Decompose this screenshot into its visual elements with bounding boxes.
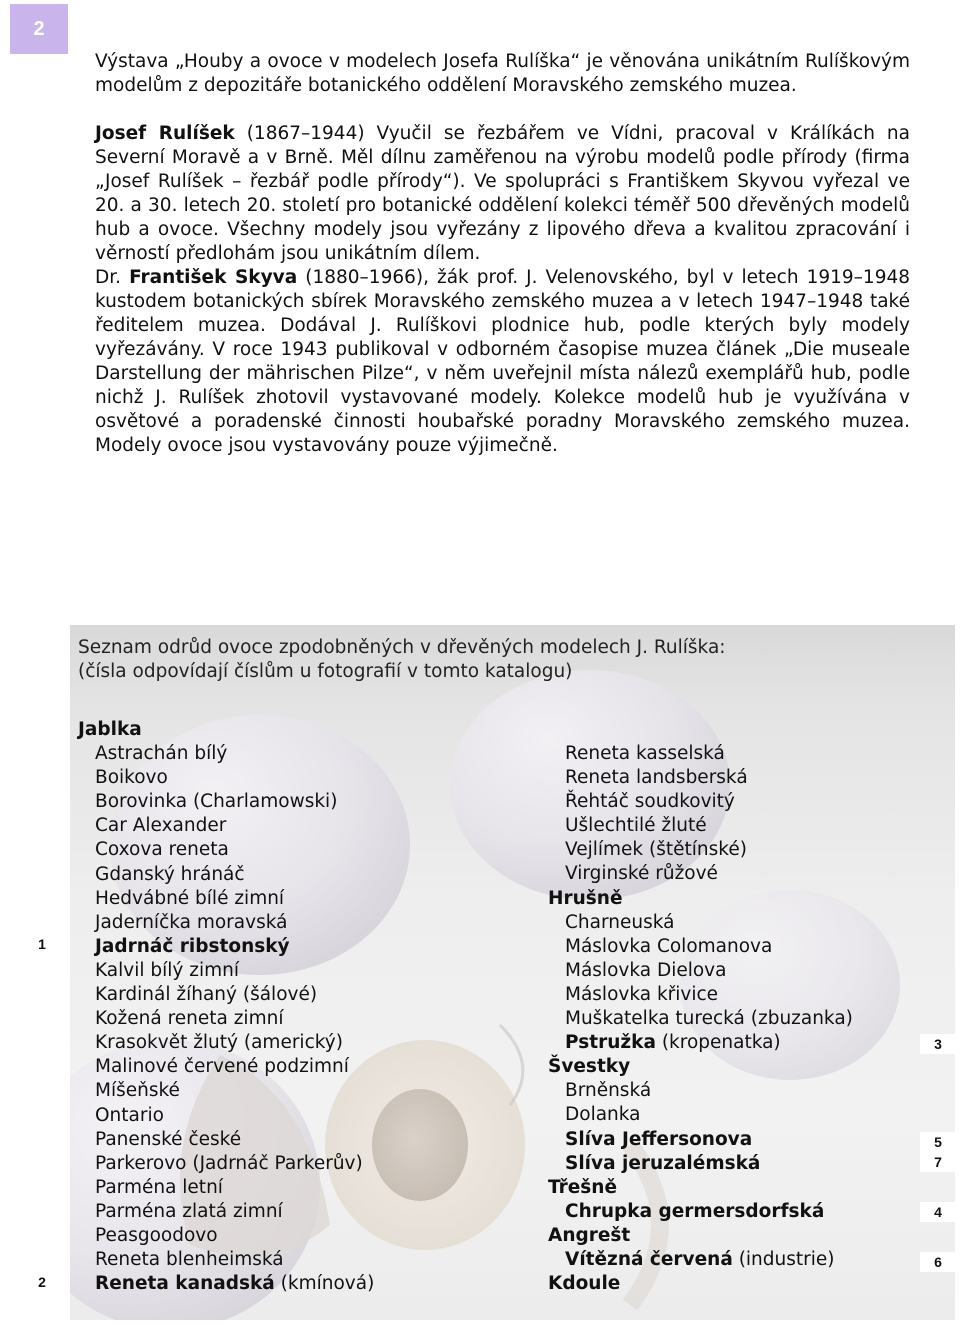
list-item: Peasgoodovo xyxy=(95,1224,218,1246)
skyva-paragraph xyxy=(95,266,910,458)
photo-number-7: 7 xyxy=(920,1152,956,1172)
list-item: Borovinka (Charlamowski) xyxy=(95,791,338,813)
list-item: Car Alexander xyxy=(95,815,227,837)
list-item: Parkerovo (Jadrnáč Parkerův) xyxy=(95,1152,363,1174)
item-note: (kropenatka) xyxy=(655,1032,781,1054)
photo-number-1: 1 xyxy=(38,936,46,952)
list-item: Reneta blenheimská xyxy=(95,1249,284,1271)
variety-list-heading xyxy=(78,636,928,684)
list-item: Charneuská xyxy=(565,911,675,933)
rulisek-bio: (1867–1944) Vyučil se řezbářem ve Vídni, pracoval v Králíkách na Severní Moravě a v Brně. Měl dílnu zaměřenou na výrobu modelů podle přírody (firma „Josef Rulíšek – řezbář podle přírody“). Ve spolupráci s Františkem Skyvou vyřezal ve 20. a 30. letech 20. století pro botanické oddělení kolekci téměř 500 dřevěných modelů hub a ovoce. Všechny modely jsou vyřezány z lipového dřeva a kvalitou zpracování i věrností předlohám jsou unikátním dílem. xyxy=(95,123,910,264)
heading-line-1: Seznam odrůd ovoce zpodobněných v dřevěných modelech J. Rulíška: xyxy=(78,637,726,658)
skyva-bio: (1880–1966), žák prof. J. Velenovského, byl v letech 1919–1948 kustodem botanických sbírek Moravského zemského muzea a v letech 1947–1948 také ředitelem muzea. Dodával J. Rulíškovi plodnice hub, podle kterých byly modely vyřezávány. V roce 1943 publikoval v odborném časopise muzea článek „Die museale Darstellung der mährischen Pilze“, v něm uveřejnil místa nálezů exemplářů hub, podle nichž J. Rulíšek zhotovil vystavované modely. Kolekce modelů hub je využívána v osvětové a poradenské činnosti houbařské poradny Moravského zemského muzea. Modely ovoce jsou vystavovány pouze výjimečně. xyxy=(95,267,911,456)
list-item-featured xyxy=(548,1248,853,1272)
list-item: Virginské růžové xyxy=(565,863,718,885)
list-item: Reneta kasselská xyxy=(565,743,725,764)
item-note: (kmínová) xyxy=(274,1273,375,1295)
item-note: (industrie) xyxy=(732,1248,835,1270)
item-name: Reneta kanadská xyxy=(95,1273,275,1295)
group-title-quince: Kdoule xyxy=(548,1273,621,1295)
list-item: Máslovka Colomanova xyxy=(565,935,773,957)
list-item: Jaderníčka moravská xyxy=(95,911,288,933)
group-title-pears: Hrušně xyxy=(548,887,623,909)
list-item-featured: Jadrnáč ribstonský xyxy=(95,935,290,957)
intro-paragraph: Výstava „Houby a ovoce v modelech Josefa Rulíška“ je věnována unikátním Rulíškovým modelům z depozitáře botanického oddělení Moravského zemského muzea. xyxy=(95,51,910,96)
list-item: Brněnská xyxy=(565,1080,652,1102)
list-item: Ontario xyxy=(95,1104,164,1126)
photo-number-5: 5 xyxy=(920,1132,956,1152)
item-name: Vítězná červená xyxy=(565,1248,733,1270)
list-item: Máslovka Dielova xyxy=(565,959,727,981)
list-item: Míšeňské xyxy=(95,1080,180,1102)
list-item-featured xyxy=(548,1031,853,1055)
list-item-featured: Slíva Jeffersonova xyxy=(565,1128,753,1150)
group-title-cherries: Třešně xyxy=(548,1176,617,1198)
list-item: Vejlímek (štětínské) xyxy=(565,839,747,861)
list-item: Malinové červené podzimní xyxy=(95,1056,349,1078)
heading-line-2: (čísla odpovídají číslům u fotografií v tomto katalogu) xyxy=(78,661,573,682)
list-item: Parména zlatá zimní xyxy=(95,1200,283,1222)
group-title-gooseberry: Angrešt xyxy=(548,1224,631,1246)
list-item: Kardinál žíhaný (šálové) xyxy=(95,984,318,1006)
list-item: Gdanský hránáč xyxy=(95,863,245,885)
list-item-featured: Slíva jeruzalémská xyxy=(565,1152,761,1174)
list-item: Krasokvět žlutý (americký) xyxy=(95,1032,343,1054)
rulisek-name: Josef Rulíšek xyxy=(95,123,235,144)
list-item-featured: Chrupka germersdorfská xyxy=(565,1200,825,1222)
rulisek-paragraph xyxy=(95,122,910,266)
item-name: Pstružka xyxy=(565,1032,656,1054)
list-item: Dolanka xyxy=(565,1104,641,1126)
skyva-name: František Skyva xyxy=(129,267,298,288)
photo-number-6: 6 xyxy=(920,1252,956,1272)
page-number-badge: 2 xyxy=(10,4,68,54)
skyva-title: Dr. xyxy=(95,267,122,288)
list-item: Kožená reneta zimní xyxy=(95,1008,284,1030)
list-item: Astrachán bílý xyxy=(95,743,228,765)
list-item: Hedvábné bílé zimní xyxy=(95,887,285,909)
list-item: Panenské české xyxy=(95,1128,242,1150)
group-title-apples: Jablka xyxy=(78,719,142,740)
photo-number-4: 4 xyxy=(920,1202,956,1222)
group-title-plums: Švestky xyxy=(548,1056,631,1078)
intro-text xyxy=(95,50,910,458)
list-item: Parména letní xyxy=(95,1176,223,1198)
list-item: Boikovo xyxy=(95,767,168,789)
list-column-left xyxy=(78,718,374,1296)
list-item: Ušlechtilé žluté xyxy=(565,815,707,837)
photo-number-3: 3 xyxy=(920,1034,956,1054)
list-item: Reneta landsberská xyxy=(565,767,748,789)
photo-number-2: 2 xyxy=(38,1274,46,1290)
list-column-right xyxy=(548,742,853,1296)
list-item: Kalvil bílý zimní xyxy=(95,959,239,981)
list-item-featured xyxy=(78,1272,374,1296)
list-item: Řehtáč soudkovitý xyxy=(565,791,735,813)
list-item: Muškatelka turecká (zbuzanka) xyxy=(565,1008,853,1030)
list-item: Máslovka křivice xyxy=(565,983,719,1005)
list-item: Coxova reneta xyxy=(95,839,229,861)
